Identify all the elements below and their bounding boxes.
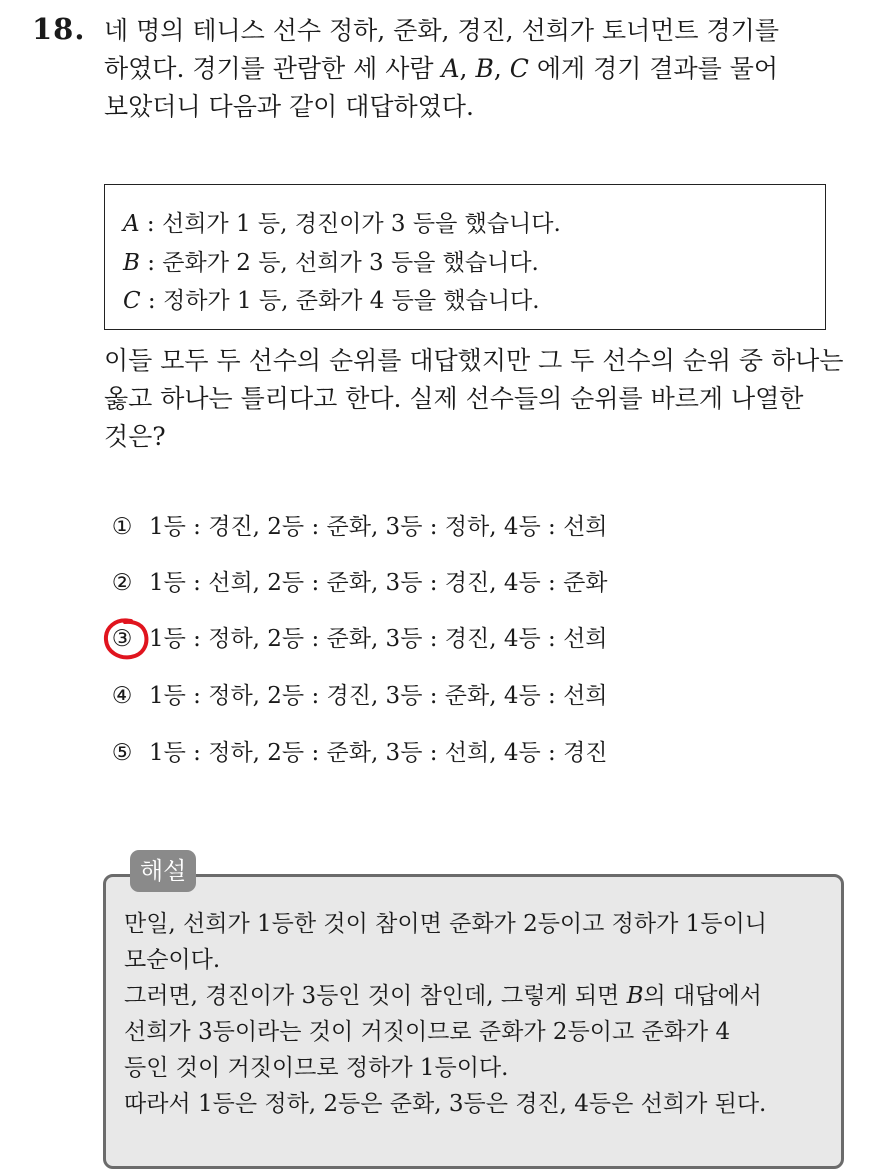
prompt-line-2: 옳고 하나는 틀리다고 한다. 실제 선수들의 순위를 바르게 나열한 <box>104 384 804 413</box>
choice-marker: ② <box>111 570 133 596</box>
choice-4[interactable] <box>109 680 608 712</box>
choice-text: 1등 : 정하, 2등 : 준화, 3등 : 선희, 4등 : 경진 <box>149 740 608 766</box>
statement-speaker: B <box>123 250 140 276</box>
speaker-a-ref: A <box>441 54 460 83</box>
statement-text: 준화가 2 등, 선희가 3 등을 했습니다. <box>162 250 539 276</box>
statement-speaker: A <box>123 211 140 237</box>
choice-text: 1등 : 선희, 2등 : 준화, 3등 : 경진, 4등 : 준화 <box>149 570 608 596</box>
statement-c <box>123 282 540 315</box>
statement-speaker: C <box>123 288 141 314</box>
explanation-line-2: 모순이다. <box>124 947 221 973</box>
statement-text: 선희가 1 등, 경진이가 3 등을 했습니다. <box>162 211 561 237</box>
explanation-label: 해설 <box>130 850 196 892</box>
separator-1: , <box>459 54 476 83</box>
speaker-c-ref: C <box>509 54 529 83</box>
choice-marker: ① <box>111 514 133 540</box>
prompt-line-3: 것은? <box>104 422 166 451</box>
choice-marker: ⑤ <box>111 740 133 766</box>
choice-5[interactable] <box>109 737 608 769</box>
question-stem <box>104 12 864 126</box>
choice-2[interactable] <box>109 567 608 599</box>
statement-text: 정하가 1 등, 준화가 4 등을 했습니다. <box>162 288 540 314</box>
statement-colon: : <box>139 250 163 276</box>
statement-colon: : <box>140 288 163 314</box>
question-line-3: 보았더니 다음과 같이 대답하였다. <box>104 92 474 121</box>
question-number: 18. <box>32 12 86 46</box>
speaker-b-ref: B <box>475 54 494 83</box>
choice-text: 1등 : 정하, 2등 : 경진, 3등 : 준화, 4등 : 선희 <box>149 683 608 709</box>
choice-marker: ③ <box>111 626 133 652</box>
speaker-b-ref: B <box>626 983 644 1009</box>
question-line-2-tail: 에게 경기 결과를 물어 <box>528 54 779 83</box>
explanation-line-1: 만일, 선희가 1등한 것이 참이면 준화가 2등이고 정하가 1등이니 <box>124 911 767 937</box>
statements-box <box>104 184 826 330</box>
statement-a <box>123 205 561 238</box>
question-prompt <box>104 342 864 456</box>
explanation-line-4: 선희가 3등이라는 것이 거짓이므로 준화가 2등이고 준화가 4 <box>124 1019 731 1045</box>
choice-text: 1등 : 정하, 2등 : 준화, 3등 : 경진, 4등 : 선희 <box>149 626 608 652</box>
choice-marker: ④ <box>111 683 133 709</box>
choice-3[interactable] <box>109 623 608 655</box>
separator-2: , <box>493 54 510 83</box>
statement-colon: : <box>139 211 162 237</box>
explanation-line-6: 따라서 1등은 정하, 2등은 준화, 3등은 경진, 4등은 선희가 된다. <box>124 1091 767 1117</box>
explanation-line-3-head: 그러면, 경진이가 3등인 것이 참인데, 그렇게 되면 <box>124 983 627 1009</box>
explanation-line-5: 등인 것이 거짓이므로 정하가 1등이다. <box>124 1055 509 1081</box>
explanation-line-3 <box>124 978 834 1014</box>
explanation-line-3-tail: 의 대답에서 <box>643 983 762 1009</box>
choice-text: 1등 : 경진, 2등 : 준화, 3등 : 정하, 4등 : 선희 <box>149 514 608 540</box>
choice-1[interactable] <box>109 511 608 543</box>
prompt-line-1: 이들 모두 두 선수의 순위를 대답했지만 그 두 선수의 순위 중 하나는 <box>104 346 844 375</box>
statement-b <box>123 244 539 277</box>
explanation-text <box>124 906 834 1122</box>
question-line-2 <box>104 50 864 88</box>
question-line-2-head: 하였다. 경기를 관람한 세 사람 <box>104 54 442 83</box>
question-line-1: 네 명의 테니스 선수 정하, 준화, 경진, 선희가 토너먼트 경기를 <box>104 16 779 45</box>
